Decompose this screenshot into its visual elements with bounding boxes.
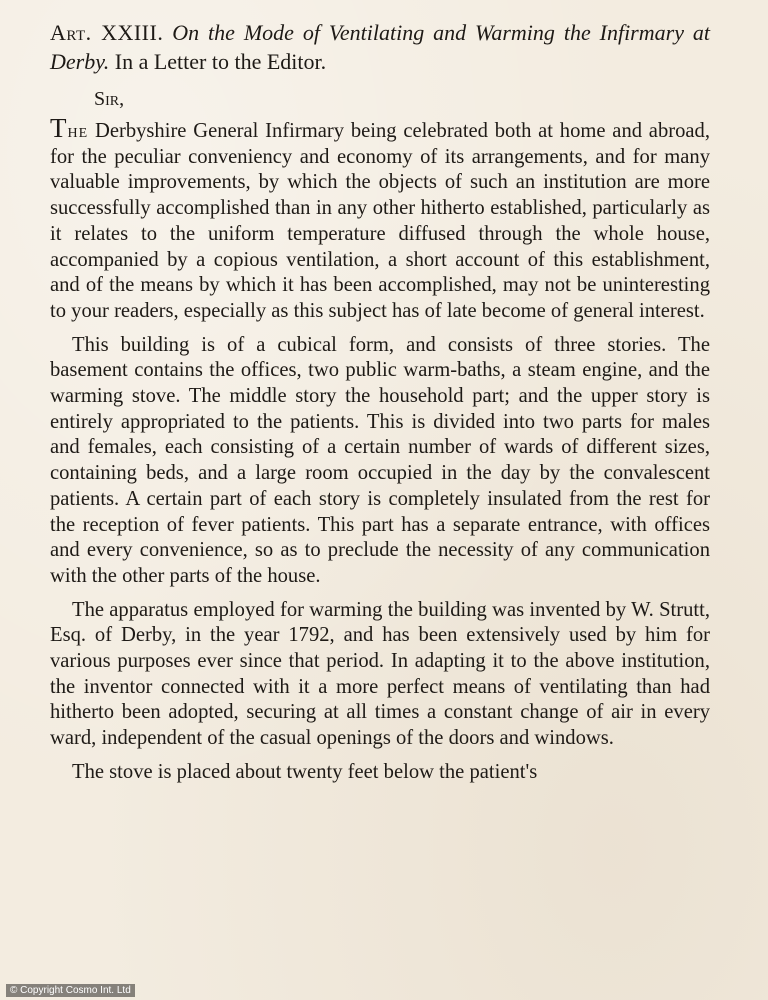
paragraph-1-text: Derbyshire General Infirmary being celebrated both at home and abroad, for the peculiar conveniency and economy of its arrangements, and for many valuable improvements, by which the objects of such an institution are more successfully accomplished than in any other hitherto established, particularly as it relates to the uniform temperature diffused through the whole house, accompanied by a copious ventilation, a short account of this establishment, and of the means by which it has been accomplished, may not be uninteresting to your readers, especially as this subject has of late become of general interest. <box>50 120 710 322</box>
paragraph-1 <box>50 113 710 325</box>
drop-cap: T <box>50 113 68 143</box>
article-heading <box>50 18 710 76</box>
paragraph-2: This building is of a cubical form, and consists of three stories. The basement contains the offices, two public warm-baths, a steam engine, and the warming stove. The middle story the household part; and the upper story is entirely appropriated to the patients. This is divided into two parts for males and females, each consisting of a certain number of wards of different sizes, containing beds, and a large room occupied in the day by the convalescent patients. A certain part of each story is completely insulated from the rest for the reception of fever patients. This part has a separate entrance, with offices and every convenience, so as to preclude the necessity of any communication with the other parts of the house. <box>50 333 710 587</box>
article-title: On the Mode of Ventilating and Warming the Infirmary at Derby. <box>50 20 710 74</box>
paragraph-4: The stove is placed about twenty feet below the patient's <box>72 760 538 783</box>
article-text <box>50 18 710 786</box>
lead-word: he <box>67 120 89 142</box>
article-subtitle: In a Letter to the Editor. <box>114 49 327 74</box>
salutation: Sir, <box>94 88 125 110</box>
copyright-watermark: © Copyright Cosmo Int. Ltd <box>6 984 135 997</box>
paragraph-3: The apparatus employed for warming the building was invented by W. Strutt, Esq. of Derby, in the year 1792, and has been extensively used by him for various purposes ever since that period. In adapting it to the above institution, the inventor connected with it a more perfect means of ventilating than had hitherto been adopted, securing at all times a constant change of air in every ward, independent of the casual openings of the doors and windows. <box>50 598 710 750</box>
article-number: Art. XXIII. <box>50 20 164 45</box>
